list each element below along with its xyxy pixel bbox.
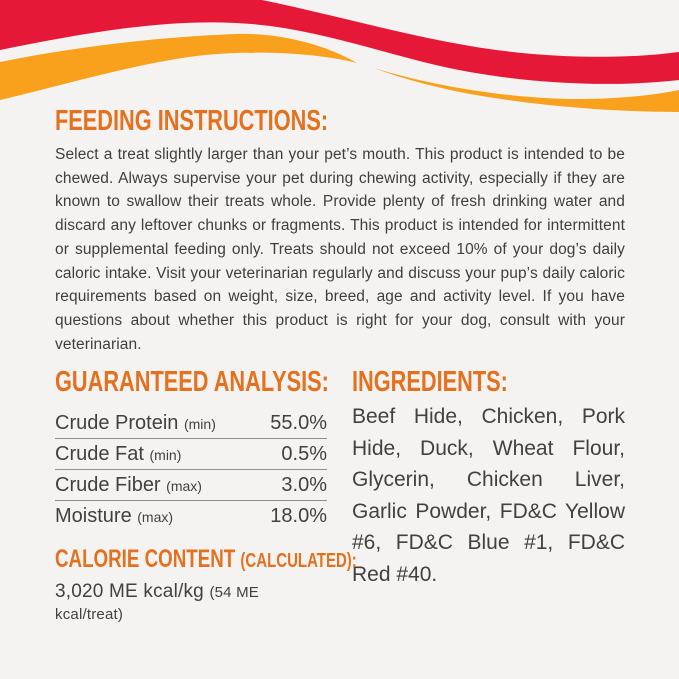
guaranteed-analysis-section (55, 367, 327, 531)
ingredients-section (352, 367, 625, 590)
wave-orange-swoosh-left (0, 34, 357, 100)
calorie-per-treat-note: (54 ME kcal/treat) (55, 584, 259, 624)
ga-qualifier: (max) (166, 477, 202, 494)
ga-row-crude-protein (55, 408, 327, 439)
ga-label: Crude Protein (min) (55, 411, 216, 434)
ingredients-text: Beef Hide, Chicken, Pork Hide, Duck, Wheat Flour, Glycerin, Chicken Liver, Garlic Powder, FD&C Yellow #6, FD&C Blue #1, FD&C Red #40. (352, 405, 625, 586)
feeding-instructions-section (55, 106, 625, 356)
calorie-content-section (55, 545, 357, 625)
ga-row-crude-fiber (55, 470, 327, 501)
label-content (55, 106, 625, 625)
ga-label: Moisture (max) (55, 504, 174, 527)
ga-value: 3.0% (281, 473, 327, 496)
calorie-content-value: 3,020 ME kcal/kg (54 ME kcal/treat) (55, 581, 259, 624)
ingredients-column (352, 367, 625, 625)
ga-qualifier: (min) (149, 446, 182, 463)
guaranteed-analysis-table (55, 408, 327, 531)
ga-qualifier: (max) (137, 508, 174, 525)
ga-row-crude-fat (55, 439, 327, 470)
feeding-instructions-title: FEEDING INSTRUCTIONS: (55, 105, 329, 137)
ga-value: 0.5% (281, 442, 327, 465)
ga-qualifier: (min) (183, 415, 216, 432)
ga-value: 18.0% (270, 504, 327, 527)
ga-row-moisture (55, 501, 327, 531)
analysis-column (55, 366, 357, 625)
lower-columns (55, 367, 625, 625)
calorie-calculated-note: (CALCULATED): (240, 550, 357, 573)
feeding-instructions-text: Select a treat slightly larger than your pet’s mouth. This product is intended to be chewed. Always supervise your pet during chewing activity, especially if they are known to swallow their treats whole. Provide plenty of fresh drinking water and discard any leftover chunks or fragments. This product is intended for intermittent or supplemental feeding only. Treats should not exceed 10% of your dog’s daily caloric intake. Visit your veterinarian regularly and discuss your pup’s daily caloric requirements based on weight, size, breed, age and activity level. If you have questions about whether this product is right for your dog, consult with your veterinarian. (55, 146, 625, 353)
ingredients-title: INGREDIENTS: (352, 366, 508, 399)
ga-label: Crude Fiber (max) (55, 473, 202, 496)
ga-label: Crude Fat (min) (55, 442, 182, 465)
guaranteed-analysis-title: GUARANTEED ANALYSIS: (55, 366, 329, 399)
calorie-content-title: CALORIE CONTENT (CALCULATED): (55, 545, 357, 574)
ga-value: 55.0% (270, 411, 327, 434)
